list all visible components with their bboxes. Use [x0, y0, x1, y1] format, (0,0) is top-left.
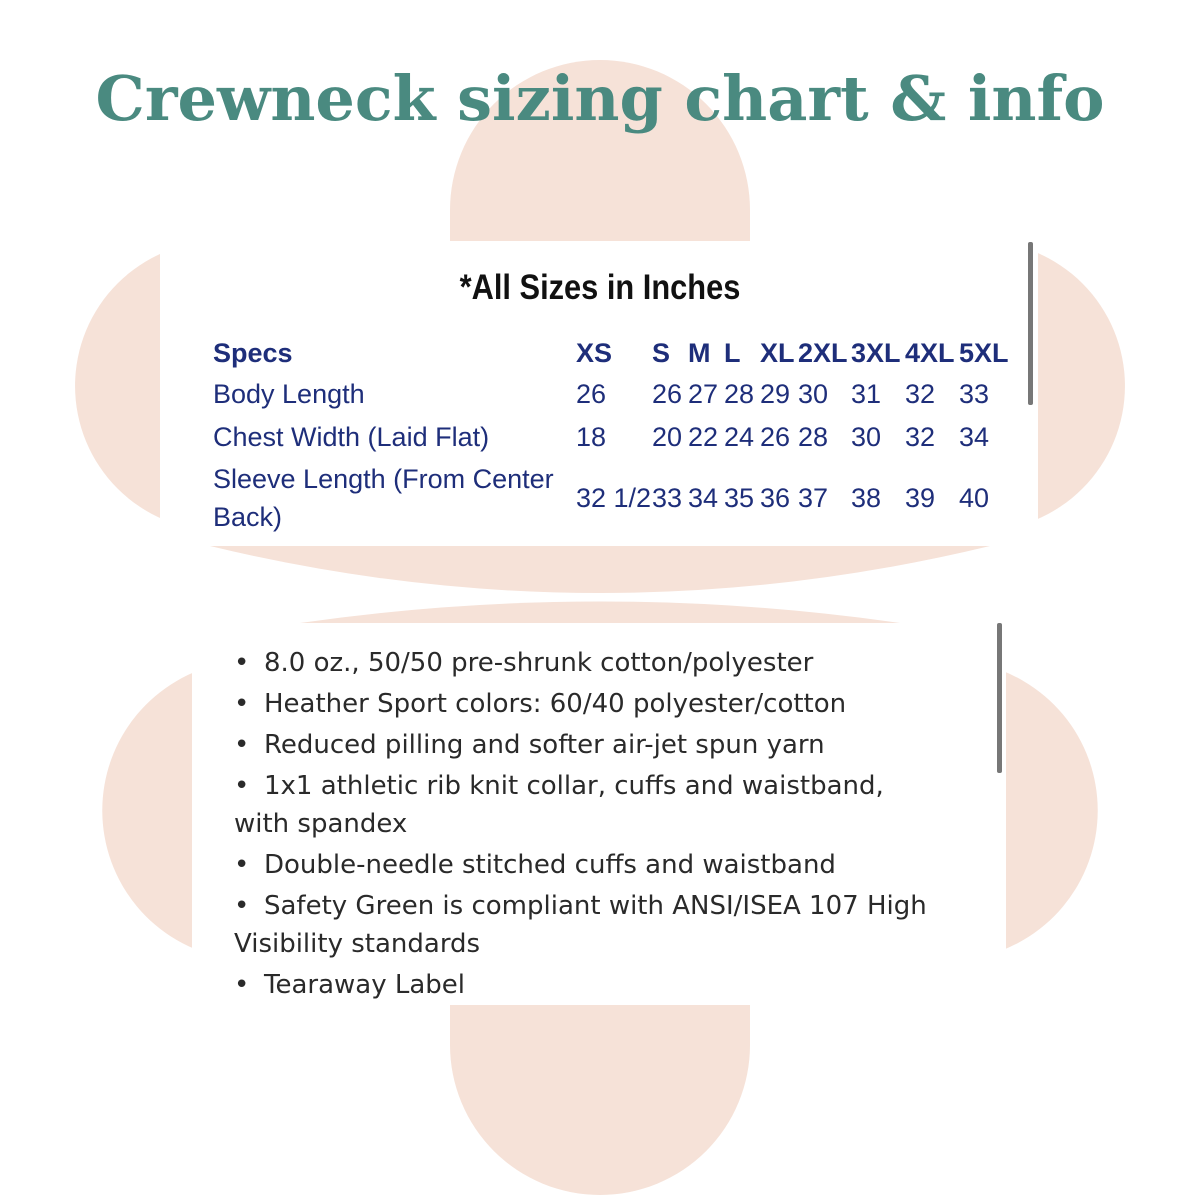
- cell-value: 27: [688, 378, 719, 409]
- cell-value: 20: [652, 421, 683, 452]
- bullet: •: [234, 850, 250, 880]
- row-label: Sleeve Length (From Center Back): [213, 464, 554, 532]
- table-header-row: [213, 334, 1009, 372]
- header-3xl: 3XL: [851, 338, 901, 368]
- cell-value: 32 1/2: [576, 483, 652, 513]
- header-m: M: [688, 338, 711, 368]
- cell-value: 24: [724, 421, 755, 452]
- header-l: L: [724, 338, 741, 368]
- features-scrollbar[interactable]: [997, 623, 1002, 773]
- cell-value: 29: [760, 378, 791, 409]
- cell-value: 34: [959, 421, 990, 452]
- cell-value: 26: [576, 378, 607, 409]
- row-label: Body Length: [213, 378, 365, 409]
- feature-text: Tearaway Label: [264, 970, 466, 1000]
- cell-value: 28: [798, 421, 829, 452]
- cell-value: 31: [851, 378, 882, 409]
- features-list: [234, 644, 934, 1007]
- cell-value: 37: [798, 483, 829, 513]
- list-item: [234, 767, 934, 843]
- cell-value: 33: [959, 378, 990, 409]
- cell-value: 26: [652, 378, 683, 409]
- header-5xl: 5XL: [959, 338, 1009, 368]
- petal-middle-2: [300, 602, 900, 624]
- header-xl: XL: [760, 338, 795, 368]
- cell-value: 28: [724, 378, 755, 409]
- feature-text: Double-needle stitched cuffs and waistband: [264, 850, 836, 880]
- cell-value: 32: [905, 421, 936, 452]
- units-note: *All Sizes in Inches: [459, 268, 741, 307]
- feature-text: 8.0 oz., 50/50 pre-shrunk cotton/polyester: [264, 648, 814, 678]
- bullet: •: [234, 771, 250, 801]
- cell-value: 26: [760, 421, 791, 452]
- cell-value: 34: [688, 483, 719, 513]
- header-2xl: 2XL: [798, 338, 848, 368]
- bullet: •: [234, 730, 250, 760]
- table-row: [213, 372, 1009, 415]
- bullet: •: [234, 891, 250, 921]
- petal-middle: [210, 546, 990, 593]
- bullet: •: [234, 970, 250, 1000]
- cell-value: 36: [760, 483, 791, 513]
- cell-value: 30: [798, 378, 829, 409]
- page-title: Crewneck sizing chart & info: [95, 62, 1105, 135]
- list-item: [234, 966, 934, 1004]
- petal-bottom: [450, 1005, 750, 1195]
- cell-value: 33: [652, 483, 683, 513]
- header-xs: XS: [576, 338, 613, 368]
- header-4xl: 4XL: [905, 338, 955, 368]
- cell-value: 39: [905, 483, 936, 513]
- size-chart-scrollbar[interactable]: [1028, 242, 1033, 405]
- feature-text: Heather Sport colors: 60/40 polyester/cotton: [264, 689, 847, 719]
- feature-text: 1x1 athletic rib knit collar, cuffs and waistband, with spandex: [234, 771, 884, 839]
- cell-value: 18: [576, 421, 607, 452]
- header-specs: Specs: [213, 338, 293, 368]
- cell-value: 40: [959, 483, 990, 513]
- list-item: [234, 887, 934, 963]
- cell-value: 38: [851, 483, 882, 513]
- bullet: •: [234, 689, 250, 719]
- list-item: [234, 644, 934, 682]
- bullet: •: [234, 648, 250, 678]
- header-s: S: [652, 338, 671, 368]
- cell-value: 30: [851, 421, 882, 452]
- feature-text: Reduced pilling and softer air-jet spun yarn: [264, 730, 825, 760]
- size-chart-table: [213, 334, 1009, 538]
- cell-value: 35: [724, 483, 755, 513]
- table-row: [213, 458, 1009, 538]
- cell-value: 22: [688, 421, 719, 452]
- cell-value: 32: [905, 378, 936, 409]
- list-item: [234, 726, 934, 764]
- feature-text: Safety Green is compliant with ANSI/ISEA 107 High Visibility standards: [234, 891, 927, 959]
- list-item: [234, 685, 934, 723]
- list-item: [234, 846, 934, 884]
- table-row: [213, 415, 1009, 458]
- row-label: Chest Width (Laid Flat): [213, 421, 490, 452]
